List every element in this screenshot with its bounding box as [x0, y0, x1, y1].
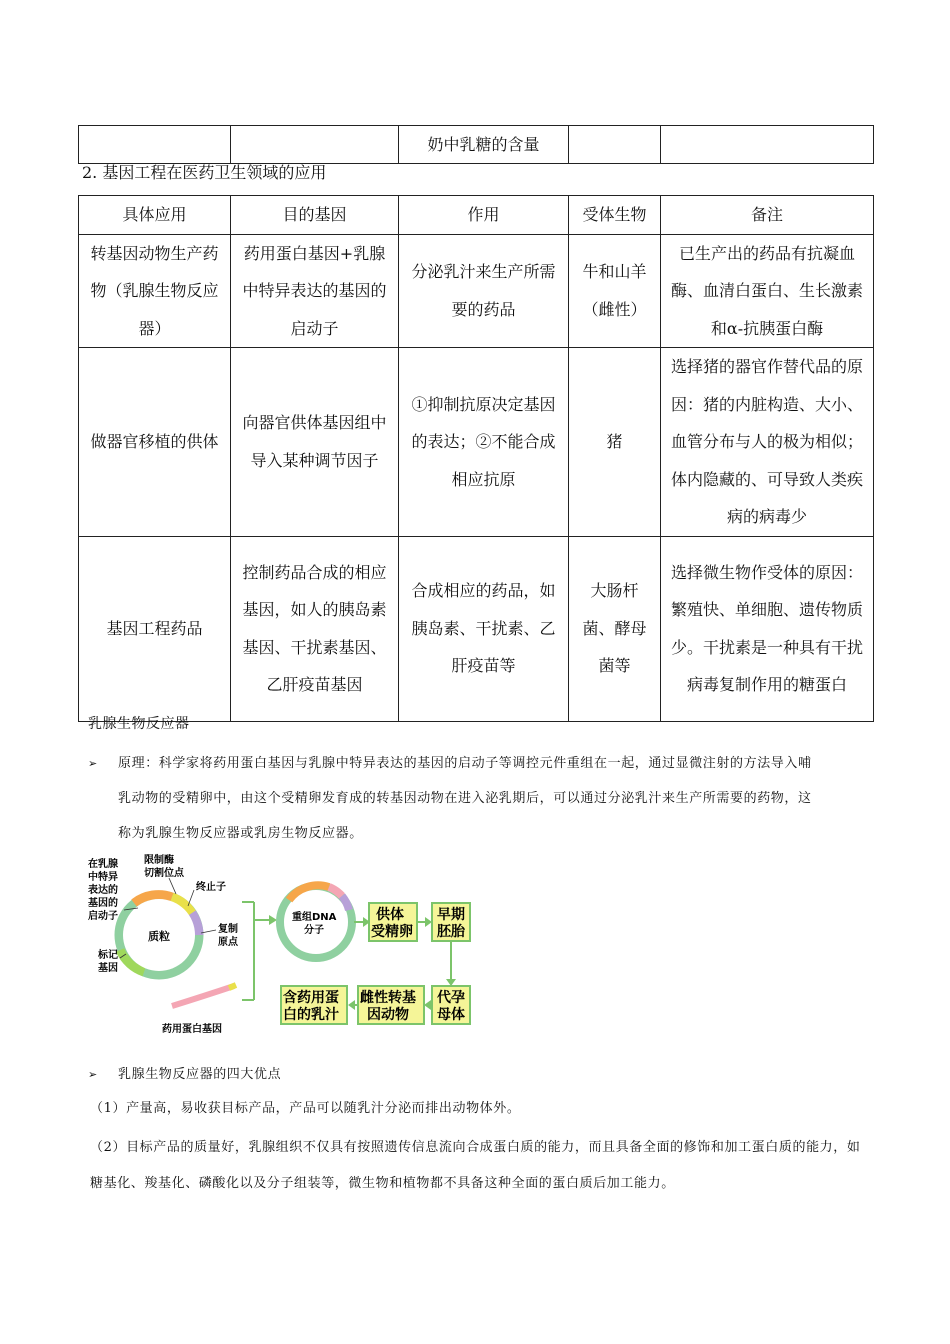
table-header: 备注 [661, 196, 874, 235]
table-cell: 大肠杆菌、酵母菌等 [569, 536, 661, 721]
svg-text:胚胎: 胚胎 [437, 924, 465, 940]
advantages-heading [88, 1063, 878, 1087]
marker-gene-label [97, 948, 118, 974]
table-cell: 合成相应的药品，如胰岛素、干扰素、乙肝疫苗等 [399, 536, 569, 721]
svg-text:雌性转基: 雌性转基 [360, 990, 416, 1006]
mammary-bioreactor-diagram [84, 850, 484, 1040]
svg-text:基因的: 基因的 [88, 898, 118, 909]
principle-line: 乳动物的受精卵中，由这个受精卵发育成的转基因动物在进入泌乳期后，可以通过分泌乳汁来生产所需要的药物，这 [118, 791, 812, 806]
svg-text:切割位点: 切割位点 [144, 868, 184, 879]
svg-text:早期: 早期 [437, 907, 465, 923]
table-cell: 选择猪的器官作替代品的原因：猪的内脏构造、大小、血管分布与人的极为相似；体内隐藏的、可导致人类疾病的病毒少 [661, 348, 874, 537]
svg-text:中特异: 中特异 [88, 872, 118, 883]
terminator-label: 终止子 [196, 882, 226, 893]
table-cell [231, 126, 399, 164]
principle-paragraph [88, 746, 878, 851]
advantage-1: （1）产量高，易收获目标产品，产品可以随乳汁分泌而排出动物体外。 [90, 1101, 521, 1116]
table-cell: 药用蛋白基因+乳腺中特异表达的基因的启动子 [231, 234, 399, 348]
table-cell: 控制药品合成的相应基因，如人的胰岛素基因、干扰素基因、乙肝疫苗基因 [231, 536, 399, 721]
gene-fragment [172, 986, 234, 1006]
svg-text:标记: 标记 [98, 950, 118, 961]
transgenic-animal-box [358, 986, 424, 1024]
table-header: 具体应用 [79, 196, 231, 235]
table-header: 受体生物 [569, 196, 661, 235]
svg-text:在乳腺: 在乳腺 [88, 859, 118, 870]
table-cell: 已生产出的药品有抗凝血酶、血清白蛋白、生长激素和α-抗胰蛋白酶 [661, 234, 874, 348]
surrogate-mother-box [432, 986, 470, 1024]
connector-bracket [242, 902, 269, 1000]
svg-text:因动物: 因动物 [367, 1007, 409, 1023]
promoter-label [88, 857, 118, 922]
table-row [79, 536, 874, 721]
svg-text:复制: 复制 [218, 924, 238, 935]
svg-text:白的乳汁: 白的乳汁 [283, 1007, 339, 1023]
table-row [79, 126, 874, 164]
svg-text:限制酶: 限制酶 [144, 855, 174, 866]
svg-text:含药用蛋: 含药用蛋 [283, 990, 339, 1006]
table-cell: 转基因动物生产药物（乳腺生物反应器） [79, 234, 231, 348]
section-title: 2. 基因工程在医药卫生领域的应用 [82, 163, 327, 182]
arrow-bullet-icon: ➢ [88, 757, 98, 770]
arrow-bullet-icon: ➢ [88, 1068, 98, 1081]
svg-text:受精卵: 受精卵 [371, 924, 413, 940]
gene-fragment-label: 药用蛋白基因 [162, 1024, 222, 1035]
top-table-fragment [78, 125, 874, 164]
pharma-milk-box [281, 986, 347, 1024]
table-cell: 牛和山羊（雌性） [569, 234, 661, 348]
table-cell [569, 126, 661, 164]
table-cell: 猪 [569, 348, 661, 537]
table-cell: ①抑制抗原决定基因的表达；②不能合成相应抗原 [399, 348, 569, 537]
svg-text:重组DNA: 重组DNA [292, 912, 337, 923]
early-embryo-box [432, 903, 470, 941]
advantages-heading-text: 乳腺生物反应器的四大优点 [118, 1067, 282, 1082]
svg-text:表达的: 表达的 [88, 885, 118, 896]
table-row [79, 348, 874, 537]
application-table [78, 195, 874, 722]
table-cell: 分泌乳汁来生产所需要的药品 [399, 234, 569, 348]
svg-text:启动子: 启动子 [88, 911, 118, 922]
table-cell: 基因工程药品 [79, 536, 231, 721]
svg-text:母体: 母体 [437, 1007, 465, 1023]
svg-text:原点: 原点 [218, 937, 238, 948]
plasmid-label: 质粒 [148, 930, 170, 943]
table-cell: 奶中乳糖的含量 [399, 126, 569, 164]
table-header: 目的基因 [231, 196, 399, 235]
table-cell [79, 126, 231, 164]
subsection-title: 乳腺生物反应器 [88, 716, 190, 732]
restriction-site-label [144, 853, 185, 879]
svg-text:基因: 基因 [98, 963, 118, 974]
table-header-row [79, 196, 874, 235]
svg-text:供体: 供体 [376, 907, 404, 923]
principle-line: 称为乳腺生物反应器或乳房生物反应器。 [118, 826, 363, 841]
table-cell: 做器官移植的供体 [79, 348, 231, 537]
origin-label [218, 922, 239, 948]
table-cell: 选择微生物作受体的原因：繁殖快、单细胞、遗传物质少。干扰素是一种具有干扰病毒复制作用的糖蛋白 [661, 536, 874, 721]
donor-egg-box [369, 903, 417, 941]
table-header: 作用 [399, 196, 569, 235]
svg-text:分子: 分子 [304, 925, 324, 936]
table-cell: 向器官供体基因组中导入某种调节因子 [231, 348, 399, 537]
principle-line: 原理：科学家将药用蛋白基因与乳腺中特异表达的基因的启动子等调控元件重组在一起，通过显微注射的方法导入哺 [118, 756, 812, 771]
table-row [79, 234, 874, 348]
svg-text:代孕: 代孕 [437, 990, 465, 1006]
advantage-2: （2）目标产品的质量好，乳腺组织不仅具有按照遗传信息流向合成蛋白质的能力，而且具备全面的修饰和加工蛋白质的能力，如糖基化、羧基化、磷酸化以及分子组装等，微生物和植物都不具备这种全面的蛋白质后加工能力。 [90, 1140, 861, 1191]
table-cell [661, 126, 874, 164]
